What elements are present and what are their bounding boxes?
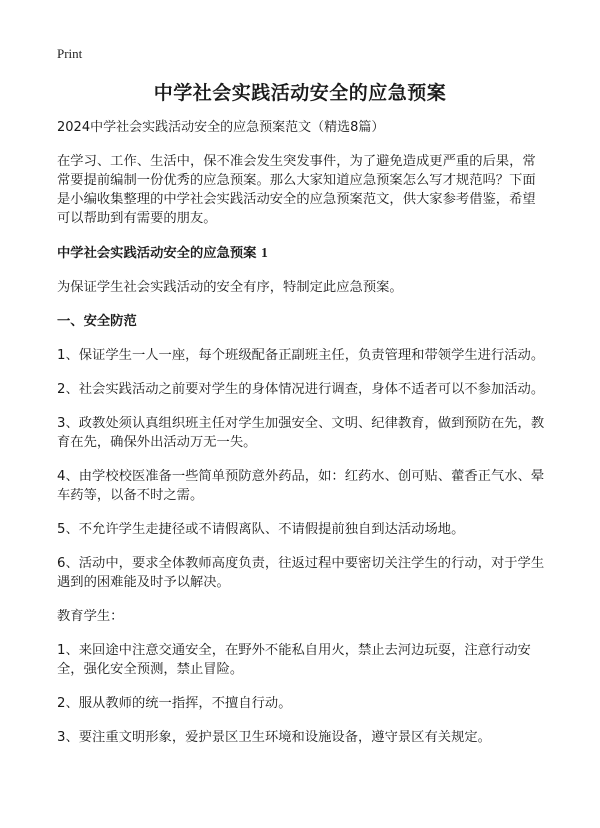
safety-item: 5、不允许学生走捷径或不请假离队、不请假提前独自到达活动场地。 xyxy=(57,522,465,537)
section-heading xyxy=(57,243,547,263)
purpose-paragraph: 为保证学生社会实践活动的安全有序，特制定此应急预案。 xyxy=(57,280,403,295)
safety-item: 3、政教处须认真组织班主任对学生加强安全、文明、纪律教育，做到预防在先，教育在先，确保外出活动万无一失。 xyxy=(57,416,545,450)
education-heading: 教育学生： xyxy=(57,609,124,624)
safety-item: 4、由学校校医准备一些简单预防意外药品，如：红药水、创可贴、藿香正气水、晕车药等，以备不时之需。 xyxy=(57,469,545,503)
section-heading-number: 1 xyxy=(261,245,268,260)
page-title: 中学社会实践活动安全的应急预案 xyxy=(153,82,447,104)
education-item: 2、服从教师的统一指挥，不擅自行动。 xyxy=(57,696,292,711)
safety-item: 1、保证学生一人一座，每个班级配备正副班主任，负责管理和带领学生进行活动。 xyxy=(57,348,545,363)
intro-paragraph: 在学习、工作、生活中，保不准会发生突发事件，为了避免造成更严重的后果，常常要提前编制一份优秀的应急预案。那么大家知道应急预案怎么写才规范吗？下面是小编收集整理的中学社会实践活动安全的应急预案范文，供大家参考借鉴，希望可以帮助到有需要的朋友。 xyxy=(57,154,536,226)
education-item: 3、要注重文明形象，爱护景区卫生环境和设施设备，遵守景区有关规定。 xyxy=(57,730,491,745)
document-subtitle: 2024中学社会实践活动安全的应急预案范文（精选8篇） xyxy=(57,120,385,135)
safety-item: 2、社会实践活动之前要对学生的身体情况进行调查，身体不适者可以不参加活动。 xyxy=(57,382,545,397)
document-body xyxy=(57,118,547,762)
education-item: 1、来回途中注意交通安全，在野外不能私自用火，禁止去河边玩耍，注意行动安全，强化安全预测，禁止冒险。 xyxy=(57,643,531,677)
section-heading-text: 中学社会实践活动安全的应急预案 xyxy=(57,246,257,261)
safety-item: 6、活动中，要求全体教师高度负责，往返过程中要密切关注学生的行动，对于学生遇到的困难能及时予以解决。 xyxy=(57,556,545,590)
safety-heading: 一、安全防范 xyxy=(57,314,137,329)
print-label: Print xyxy=(57,46,83,61)
